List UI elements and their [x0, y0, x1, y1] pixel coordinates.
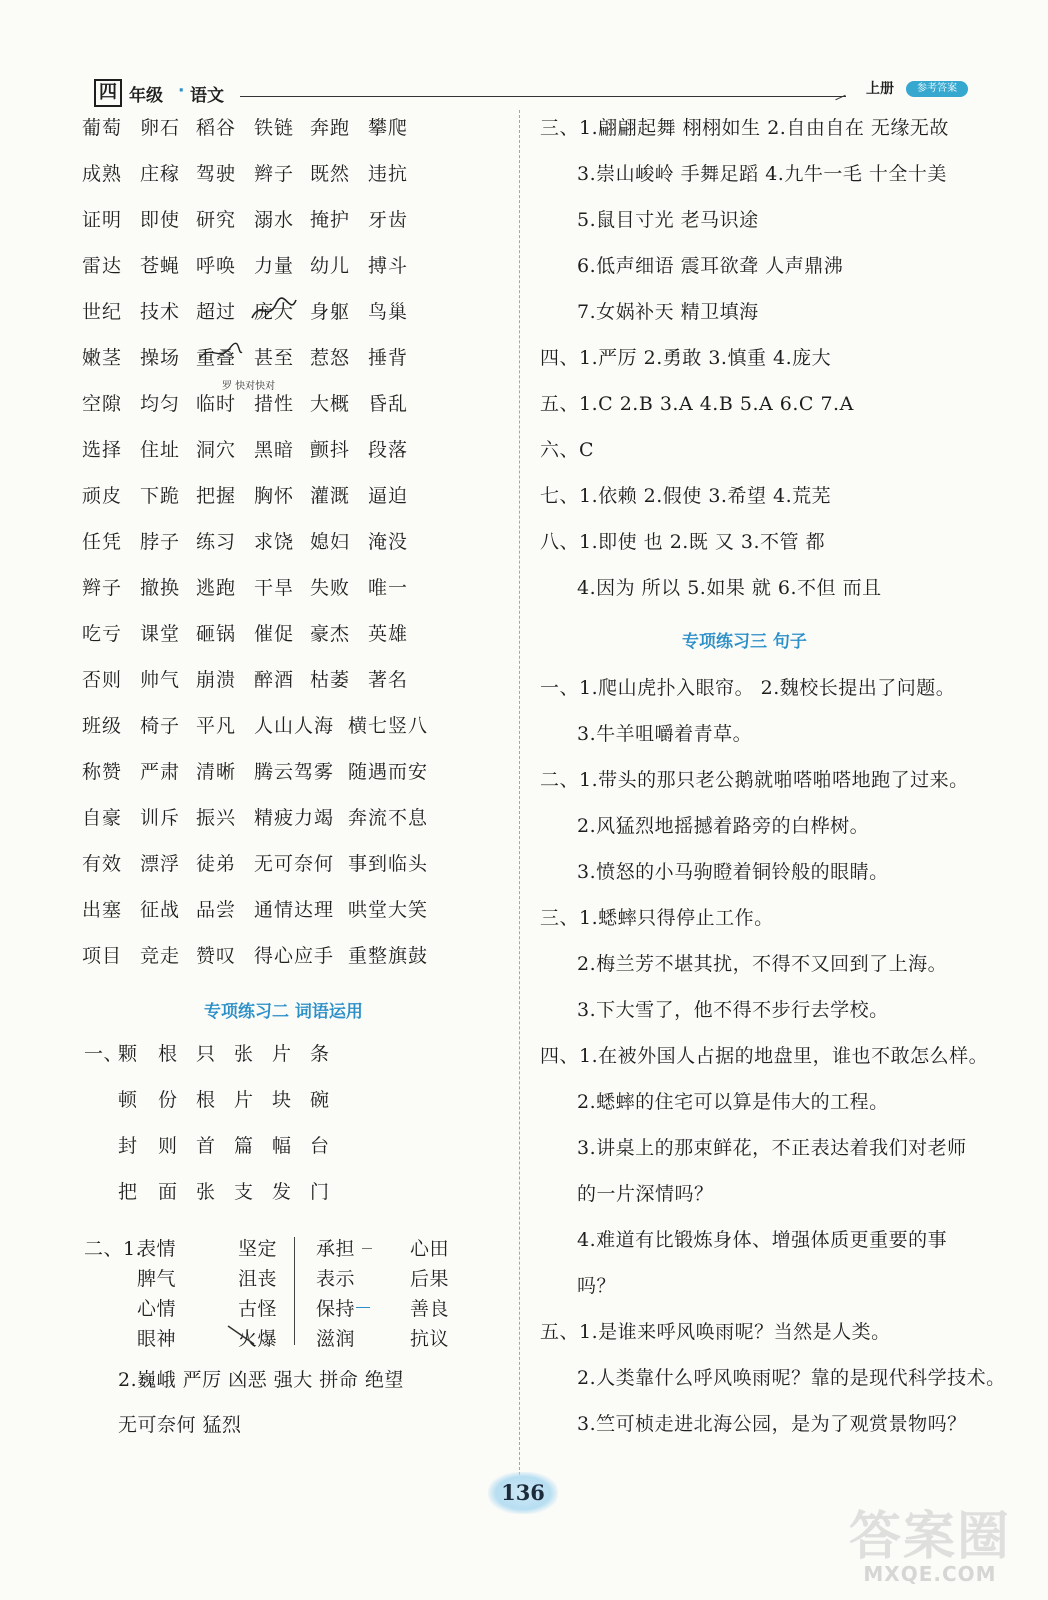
measure-word: 块: [272, 1089, 292, 1111]
vocab-word: 训斥: [140, 807, 181, 829]
vocab-word: 事到临头: [348, 853, 429, 875]
answer-line: 一、1.爬山虎扑入眼帘。 2.魏校长提出了问题。: [540, 677, 956, 699]
vocab-word: 临时: [196, 393, 237, 415]
vocab-word: 枯萎: [310, 669, 351, 691]
vocab-word: 崩溃: [196, 669, 237, 691]
vocab-word: 搏斗: [368, 255, 409, 277]
vocab-word: 吃亏: [82, 623, 123, 645]
measure-word: 封: [118, 1135, 138, 1157]
vocab-word: 铁链: [254, 117, 295, 139]
vocab-word: 黑暗: [254, 439, 295, 461]
vocab-word: 捶背: [368, 347, 409, 369]
header-dot: ·: [178, 81, 185, 101]
vocab-word: 攀爬: [368, 117, 409, 139]
vocab-word: 课堂: [140, 623, 181, 645]
answer-line: 吗？: [577, 1275, 617, 1297]
vocab-word: 徒弟: [196, 853, 237, 875]
vocab-word: 著名: [368, 669, 409, 691]
vocab-word: 超过: [196, 301, 237, 323]
section-title: 专项练习三 句子: [682, 632, 807, 652]
vocab-word: 称赞: [82, 761, 123, 783]
question-label: 一、: [84, 1043, 124, 1065]
measure-word: 份: [158, 1089, 178, 1111]
vocab-word: 品尝: [196, 899, 237, 921]
grade-label: 年级: [129, 86, 163, 106]
match-word: 承担: [316, 1238, 356, 1260]
answer-line: 4.难道有比锻炼身体、增强体质更重要的事: [577, 1229, 948, 1251]
answer-line: 六、C: [540, 439, 595, 461]
vocab-word: 帅气: [140, 669, 181, 691]
vocab-word: 把握: [196, 485, 237, 507]
match-word: 沮丧: [238, 1268, 278, 1290]
answer-line: 五、1.C 2.B 3.A 4.B 5.A 6.C 7.A: [540, 393, 854, 415]
measure-word: 面: [158, 1181, 178, 1203]
vocab-word: 砸锅: [196, 623, 237, 645]
vocab-word: 腾云驾雾: [254, 761, 335, 783]
handwritten-scribble: [198, 342, 244, 364]
vocab-word: 出塞: [82, 899, 123, 921]
vocab-word: 清晰: [196, 761, 237, 783]
vocab-word: 措性: [254, 393, 295, 415]
vocab-word: 胸怀: [254, 485, 295, 507]
vocab-word: 唯一: [368, 577, 409, 599]
vocab-word: 醉酒: [254, 669, 295, 691]
match-word: 善良: [410, 1298, 450, 1320]
vocab-word: 既然: [310, 163, 351, 185]
answer-line: 四、1.在被外国人占据的地盘里，谁也不敢怎么样。: [540, 1045, 989, 1067]
vocab-word: 有效: [82, 853, 123, 875]
answer-line: 5.鼠目寸光 老马识途: [577, 209, 759, 231]
match-word: 眼神: [137, 1328, 177, 1350]
answer-line: 2.人类靠什么呼风唤雨呢？靠的是现代科学技术。: [577, 1367, 1006, 1389]
measure-word: 根: [158, 1043, 178, 1065]
match-word: 表示: [316, 1268, 356, 1290]
vocab-word: 段落: [368, 439, 409, 461]
match-line: [356, 1307, 370, 1308]
watermark-logo: 答案圈 MXQE.COM: [848, 1506, 1011, 1586]
measure-word: 片: [234, 1089, 254, 1111]
answer-line: 2.风猛烈地摇撼着路旁的白桦树。: [577, 815, 870, 837]
vocab-word: 空隙: [82, 393, 123, 415]
answer-line: 3.讲桌上的那束鲜花，不正表达着我们对老师: [577, 1137, 967, 1159]
vocab-word: 媳妇: [310, 531, 351, 553]
vocab-word: 研究: [196, 209, 237, 231]
vocab-word: 平凡: [196, 715, 237, 737]
vocab-word: 无可奈何: [254, 853, 335, 875]
vocab-word: 身躯: [310, 301, 351, 323]
vocab-word: 幼儿: [310, 255, 351, 277]
vocab-word: 鸟巢: [368, 301, 409, 323]
answer-badge: 参考答案: [906, 81, 968, 97]
measure-word: 碗: [310, 1089, 330, 1111]
measure-word: 支: [234, 1181, 254, 1203]
vocab-word: 奔流不息: [348, 807, 429, 829]
vocab-word: 任凭: [82, 531, 123, 553]
subject-label: 语文: [190, 86, 224, 106]
vocab-word: 大概: [310, 393, 351, 415]
match-word: 心田: [410, 1238, 450, 1260]
match-word: 保持: [316, 1298, 356, 1320]
answer-line: 二、1.带头的那只老公鹅就啪嗒啪嗒地跑了过来。: [540, 769, 969, 791]
vocab-word: 求饶: [254, 531, 295, 553]
vocab-word: 成熟: [82, 163, 123, 185]
volume-label: 上册: [866, 81, 894, 97]
answer-line: 3.下大雪了，他不得不步行去学校。: [577, 999, 889, 1021]
vocab-word: 英雄: [368, 623, 409, 645]
vocab-word: 征战: [140, 899, 181, 921]
vocab-word: 惹怒: [310, 347, 351, 369]
vocab-word: 项目: [82, 945, 123, 967]
vocab-word: 淹没: [368, 531, 409, 553]
vocab-word: 颤抖: [310, 439, 351, 461]
vocab-word: 庄稼: [140, 163, 181, 185]
measure-word: 颗: [118, 1043, 138, 1065]
answer-line: 三、1.蟋蟀只得停止工作。: [540, 907, 774, 929]
vocab-word: 技术: [140, 301, 181, 323]
vocab-word: 操场: [140, 347, 181, 369]
vocab-word: 灌溉: [310, 485, 351, 507]
column-divider: [519, 110, 520, 1480]
vocab-word: 嫩茎: [82, 347, 123, 369]
vocab-word: 稻谷: [196, 117, 237, 139]
vocab-word: 奔跑: [310, 117, 351, 139]
vocab-word: 脖子: [140, 531, 181, 553]
matching-separator: [294, 1237, 295, 1345]
measure-word: 把: [118, 1181, 138, 1203]
match-word: 火爆: [238, 1328, 278, 1350]
measure-word: 张: [196, 1181, 216, 1203]
vocab-word: 赞叹: [196, 945, 237, 967]
vocab-word: 掩护: [310, 209, 351, 231]
vocab-word: 练习: [196, 531, 237, 553]
measure-word: 则: [158, 1135, 178, 1157]
vocab-word: 严肃: [140, 761, 181, 783]
answer-line: 四、1.严厉 2.勇敢 3.慎重 4.庞大: [540, 347, 832, 369]
match-word: 古怪: [238, 1298, 278, 1320]
answer-line: 6.低声细语 震耳欲聋 人声鼎沸: [577, 255, 844, 277]
vocab-word: 力量: [254, 255, 295, 277]
vocab-word: 撤换: [140, 577, 181, 599]
vocab-word: 椅子: [140, 715, 181, 737]
vocab-word: 辫子: [82, 577, 123, 599]
vocab-word: 豪杰: [310, 623, 351, 645]
question-label: 二、1.: [84, 1238, 143, 1260]
vocab-word: 洞穴: [196, 439, 237, 461]
vocab-word: 逃跑: [196, 577, 237, 599]
match-word: 后果: [410, 1268, 450, 1290]
vocab-word: 随遇而安: [348, 761, 429, 783]
answer-line: 4.因为 所以 5.如果 就 6.不但 而且: [577, 577, 882, 599]
vocab-word: 呼唤: [196, 255, 237, 277]
vocab-word: 顽皮: [82, 485, 123, 507]
measure-word: 顿: [118, 1089, 138, 1111]
answer-line: 七、1.依赖 2.假使 3.希望 4.荒芜: [540, 485, 832, 507]
vocab-word: 得心应手: [254, 945, 335, 967]
measure-word: 首: [196, 1135, 216, 1157]
vocab-word: 振兴: [196, 807, 237, 829]
match-line: [226, 1322, 256, 1346]
vocab-word: 哄堂大笑: [348, 899, 429, 921]
match-word: 脾气: [137, 1268, 177, 1290]
measure-word: 篇: [234, 1135, 254, 1157]
measure-word: 台: [310, 1135, 330, 1157]
vocab-word: 下跪: [140, 485, 181, 507]
vocab-word: 逼迫: [368, 485, 409, 507]
measure-word: 幅: [272, 1135, 292, 1157]
vocab-word: 卵石: [140, 117, 181, 139]
vocab-word: 辫子: [254, 163, 295, 185]
vocab-word: 否则: [82, 669, 123, 691]
vocab-word: 世纪: [82, 301, 123, 323]
vocab-word: 重叠: [196, 347, 237, 369]
vocab-word: 昏乱: [368, 393, 409, 415]
vocab-word: 自豪: [82, 807, 123, 829]
match-word: 心情: [137, 1298, 177, 1320]
answer-line: 五、1.是谁来呼风唤雨呢？当然是人类。: [540, 1321, 891, 1343]
answer-line: 2.蟋蟀的住宅可以算是伟大的工程。: [577, 1091, 889, 1113]
vocab-word: 苍蝇: [140, 255, 181, 277]
vocab-word: 违抗: [368, 163, 409, 185]
answer-line: 7.女娲补天 精卫填海: [577, 301, 759, 323]
measure-word: 片: [272, 1043, 292, 1065]
answer-line: 2.巍峨 严厉 凶恶 强大 拼命 绝望: [118, 1369, 404, 1391]
vocab-word: 竞走: [140, 945, 181, 967]
vocab-word: 班级: [82, 715, 123, 737]
measure-word: 门: [310, 1181, 330, 1203]
answer-line: 3.竺可桢走进北海公园，是为了观赏景物吗？: [577, 1413, 967, 1435]
measure-word: 根: [196, 1089, 216, 1111]
page-number: 136: [488, 1472, 558, 1514]
vocab-word: 重整旗鼓: [348, 945, 429, 967]
vocab-word: 甚至: [254, 347, 295, 369]
vocab-word: 证明: [82, 209, 123, 231]
vocab-word: 干旱: [254, 577, 295, 599]
measure-word: 只: [196, 1043, 216, 1065]
answer-line: 3.牛羊咀嚼着青草。: [577, 723, 753, 745]
answer-line: 的一片深情吗？: [577, 1183, 714, 1205]
vocab-word: 牙齿: [368, 209, 409, 231]
header-rule: [240, 96, 846, 97]
answer-line: 三、1.翩翩起舞 栩栩如生 2.自由自在 无缘无故: [540, 117, 949, 139]
vocab-word: 均匀: [140, 393, 181, 415]
match-word: 抗议: [410, 1328, 450, 1350]
vocab-word: 即使: [140, 209, 181, 231]
match-word: 坚定: [238, 1238, 278, 1260]
vocab-word: 庞大: [254, 301, 295, 323]
measure-word: 发: [272, 1181, 292, 1203]
handwritten-scribble: [250, 296, 298, 324]
answer-line: 3.愤怒的小马驹瞪着铜铃般的眼睛。: [577, 861, 889, 883]
measure-word: 条: [310, 1043, 330, 1065]
section-title: 专项练习二 词语运用: [204, 1002, 363, 1022]
match-word: 表情: [137, 1238, 177, 1260]
match-word: 滋润: [316, 1328, 356, 1350]
vocab-word: 漂浮: [140, 853, 181, 875]
answer-line: 3.崇山峻岭 手舞足蹈 4.九牛一毛 十全十美: [577, 163, 947, 185]
vocab-word: 葡萄: [82, 117, 123, 139]
vocab-word: 横七竖八: [348, 715, 429, 737]
vocab-word: 精疲力竭: [254, 807, 335, 829]
vocab-word: 人山人海: [254, 715, 335, 737]
vocab-word: 通情达理: [254, 899, 335, 921]
vocab-word: 失败: [310, 577, 351, 599]
vocab-word: 雷达: [82, 255, 123, 277]
answer-line: 八、1.即使 也 2.既 又 3.不管 都: [540, 531, 826, 553]
vocab-word: 选择: [82, 439, 123, 461]
vocab-word: 催促: [254, 623, 295, 645]
handwritten-annotation: 罗 快对快对: [222, 381, 276, 392]
answer-line: 2.梅兰芳不堪其扰，不得不又回到了上海。: [577, 953, 948, 975]
vocab-word: 驾驶: [196, 163, 237, 185]
vocab-word: 溺水: [254, 209, 295, 231]
grade-box: 四: [94, 79, 122, 107]
vocab-word: 住址: [140, 439, 181, 461]
measure-word: 张: [234, 1043, 254, 1065]
answer-line: 无可奈何 猛烈: [118, 1414, 242, 1436]
match-line: [362, 1248, 372, 1249]
